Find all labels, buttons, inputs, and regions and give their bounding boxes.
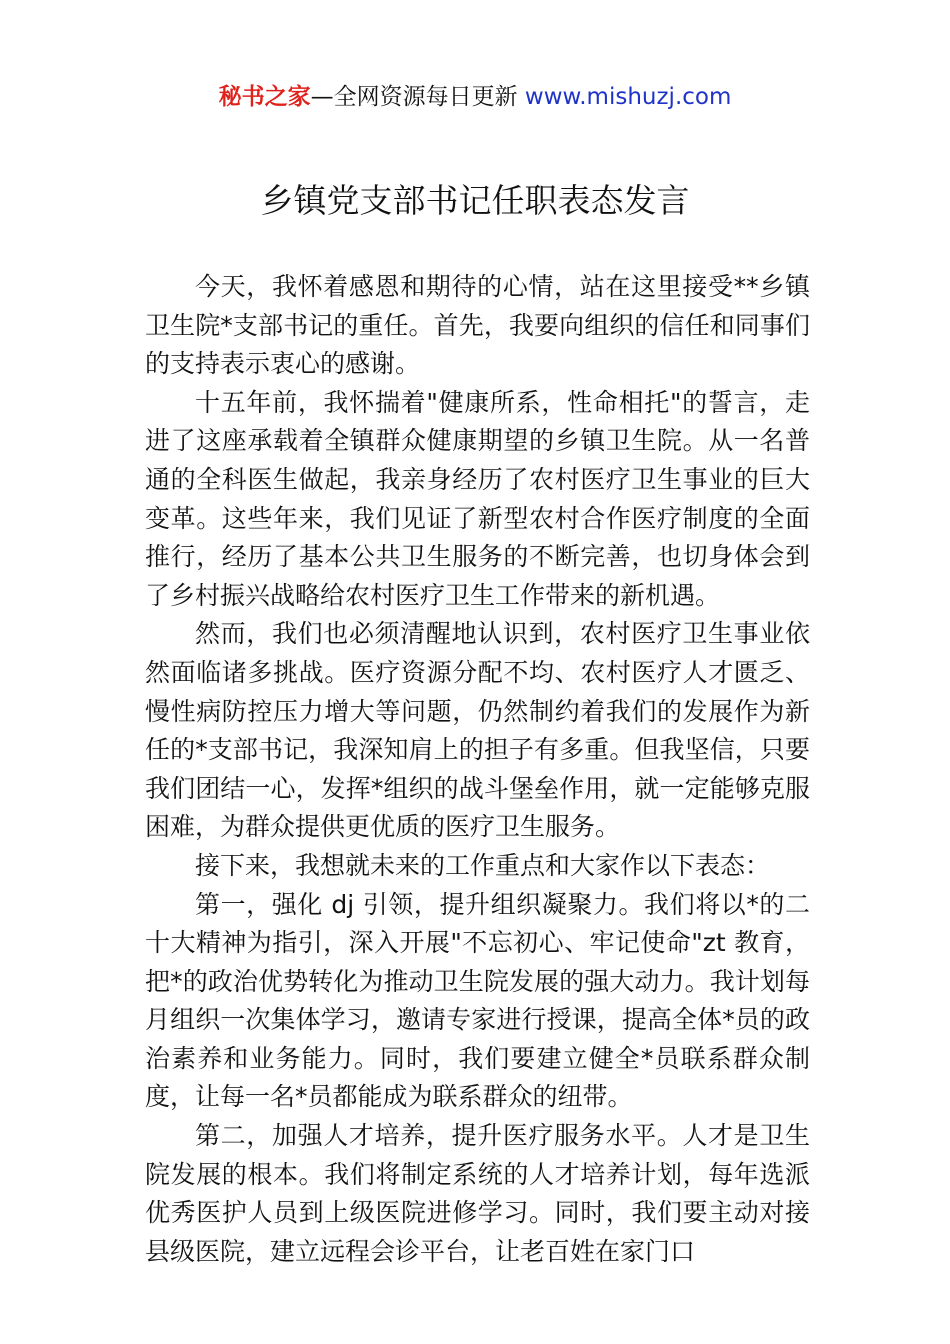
- paragraph-1: 今天，我怀着感恩和期待的心情，站在这里接受**乡镇卫生院*支部书记的重任。首先，我要向组织的信任和同事们的支持表示衷心的感谢。: [145, 272, 810, 379]
- paragraph-6: 第二，加强人才培养，提升医疗服务水平。人才是卫生院发展的根本。我们将制定系统的人才培养计划，每年选派优秀医护人员到上级医院进修学习。同时，我们要主动对接县级医院，建立远程会诊平台，让老百姓在家门口: [145, 1121, 810, 1266]
- site-url-link[interactable]: www.mishuzj.com: [524, 84, 732, 110]
- brand-name: 秘书之家: [218, 84, 311, 110]
- document-title: 乡镇党支部书记任职表态发言: [260, 181, 690, 220]
- paragraph-5: 第一，强化 dj 引领，提升组织凝聚力。我们将以*的二十大精神为指引，深入开展"不忘初心、牢记使命"zt 教育，把*的政治优势转化为推动卫生院发展的强大动力。我计划每月组织一次集体学习，邀请专家进行授课，提高全体*员的政治素养和业务能力。同时，我们要建立健全*员联系群众制度，让每一名*员都能成为联系群众的纽带。: [145, 889, 810, 1112]
- document-body: [145, 268, 810, 1271]
- site-slogan: —全网资源每日更新: [310, 84, 525, 110]
- paragraph-2: 十五年前，我怀揣着"健康所系，性命相托"的誓言，走进了这座承载着全镇群众健康期望的乡镇卫生院。从一名普通的全科医生做起，我亲身经历了农村医疗卫生事业的巨大变革。这些年来，我们见证了新型农村合作医疗制度的全面推行，经历了基本公共卫生服务的不断完善，也切身体会到了乡村振兴战略给农村医疗卫生工作带来的新机遇。: [145, 387, 810, 610]
- paragraph-4: 接下来，我想就未来的工作重点和大家作以下表态：: [195, 850, 771, 880]
- site-header: [0, 80, 950, 114]
- paragraph-3: 然而，我们也必须清醒地认识到，农村医疗卫生事业依然面临诸多挑战。医疗资源分配不均、农村医疗人才匮乏、慢性病防控压力增大等问题，仍然制约着我们的发展作为新任的*支部书记，我深知肩上的担子有多重。但我坚信，只要我们团结一心，发挥*组织的战斗堡垒作用，就一定能够克服困难，为群众提供更优质的医疗卫生服务。: [145, 619, 810, 842]
